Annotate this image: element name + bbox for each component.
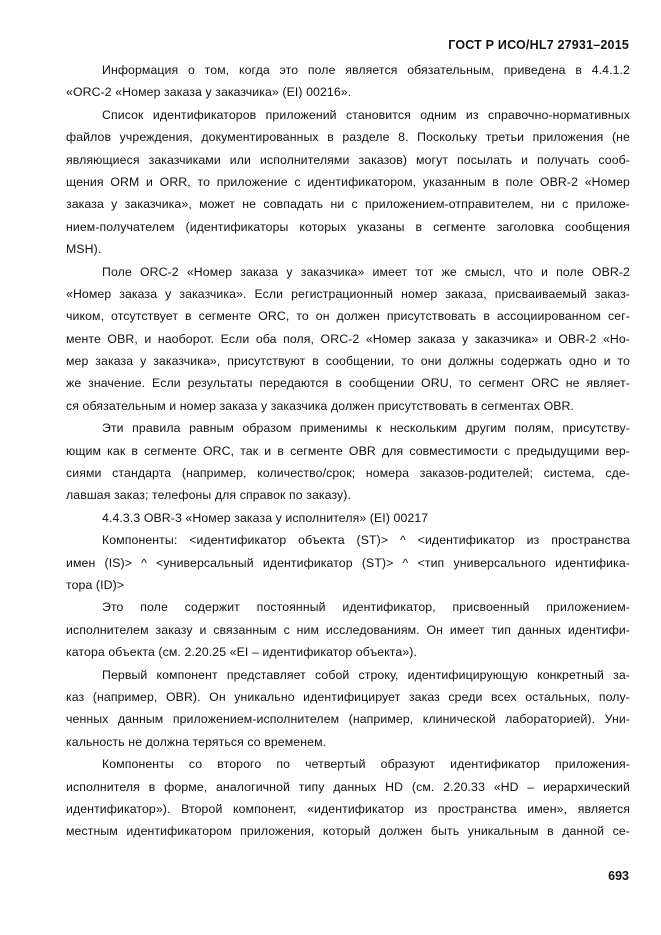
text-line: Компоненты со второго по четвертый образуют идентификатор приложения- <box>102 757 630 772</box>
text-line: кальность не должна теряться со временем. <box>66 734 327 749</box>
text-line: «ORC-2 «Номер заказа у заказчика» (EI) 00216». <box>66 85 352 100</box>
text-line: «Номер заказа у заказчика». Если регистрационный номер заказа, присваиваемый заказ- <box>66 286 630 301</box>
text-line: исполнителем заказу и связанным с ним исследованиям. Он имеет тип данных идентифи- <box>66 622 630 637</box>
text-line: 4.4.3.3 OBR-3 «Номер заказа у исполнителя» (EI) 00217 <box>102 510 429 525</box>
text-line: местным идентификатором приложения, который должен быть уникальным в данной се- <box>66 824 630 839</box>
paragraph <box>66 596 630 663</box>
paragraph <box>66 59 630 104</box>
paragraph <box>66 529 630 596</box>
text-line: Эти правила равным образом применимы к нескольким другим полям, присутству- <box>102 421 630 436</box>
text-line: ющим как в сегменте ORC, так и в сегменте OBR для совместимости с предыдущими вер- <box>66 443 630 458</box>
paragraph <box>66 507 630 529</box>
text-line: исполнителя в форме, аналогичной типу данных HD (см. 2.20.33 «HD – иерархический <box>66 779 630 794</box>
paragraph <box>66 417 630 507</box>
text-line: идентификатор»). Второй компонент, «идентификатор из пространства имен», является <box>66 801 630 816</box>
text-line: ченных данным приложением-исполнителем (например, клинической лабораторией). Уни- <box>66 712 630 727</box>
document-body <box>66 59 630 843</box>
text-line: MSH). <box>66 242 102 257</box>
text-line: щения ORM и ORR, то приложение с идентификатором, указанным в поле OBR-2 «Номер <box>66 174 630 189</box>
paragraph <box>66 664 630 754</box>
text-line: тора (ID)> <box>66 577 125 592</box>
text-line: ся обязательным и номер заказа у заказчика должен присутствовать в сегментах OBR. <box>66 398 575 413</box>
text-line: нием-получателем (идентификаторы которых указаны в сегменте заголовка сообщения <box>66 219 630 234</box>
text-line: Информация о том, когда это поле является обязательным, приведена в 4.4.1.2 <box>102 63 630 77</box>
text-line: Компоненты: <идентификатор объекта (ST)> ^ <идентификатор из пространства <box>102 533 630 548</box>
text-line: являющиеся заказчиками или исполнителями заказов) могут посылать и получать сооб- <box>66 152 630 167</box>
text-line: заказа у заказчика», может не совпадать ни с приложением-отправителем, ни с приложе- <box>66 197 630 212</box>
text-line: Это поле содержит постоянный идентификатор, присвоенный приложением- <box>102 600 630 615</box>
text-line: же значение. Если результаты передаются в сообщении ORU, то сегмент ORC не являет- <box>66 376 630 391</box>
text-line: Первый компонент представляет собой строку, идентифицирующую конкретный за- <box>102 667 630 682</box>
page-header: ГОСТ Р ИСО/HL7 27931–2015 <box>448 38 629 52</box>
page-number: 693 <box>608 869 629 883</box>
text-line: менте OBR, и наоборот. Если оба поля, ORC-2 «Номер заказа у заказчика» и OBR-2 «Но- <box>66 331 630 346</box>
text-line: мер заказа у заказчика», присутствуют в сообщении, то они должны содержать одно и то <box>66 354 630 369</box>
paragraph <box>66 261 630 418</box>
paragraph <box>66 104 630 261</box>
text-line: Поле ORC-2 «Номер заказа у заказчика» имеет тот же смысл, что и поле OBR-2 <box>102 264 630 279</box>
text-line: каз (например, OBR). Он уникально идентифицирует заказ среди всех остальных, полу- <box>66 689 630 704</box>
text-line: имен (IS)> ^ <универсальный идентификатор (ST)> ^ <тип универсального идентифика- <box>66 555 630 570</box>
text-line: сиями стандарта (например, количество/срок; номера заказов-родителей; система, сде- <box>66 466 630 481</box>
text-line: файлов учреждения, документированных в разделе 8. Поскольку третьи приложения (не <box>66 130 630 145</box>
text-line: лавшая заказ; телефоны для справок по заказу). <box>66 488 352 503</box>
text-line: Список идентификаторов приложений становится одним из справочно-нормативных <box>102 107 630 122</box>
paragraph <box>66 753 630 843</box>
text-line: чиком, отсутствует в сегменте ORC, то он должен присутствовать в ассоциированном сег- <box>66 309 630 324</box>
text-line: катора объекта (см. 2.20.25 «EI – идентификатор объекта»). <box>66 645 417 660</box>
